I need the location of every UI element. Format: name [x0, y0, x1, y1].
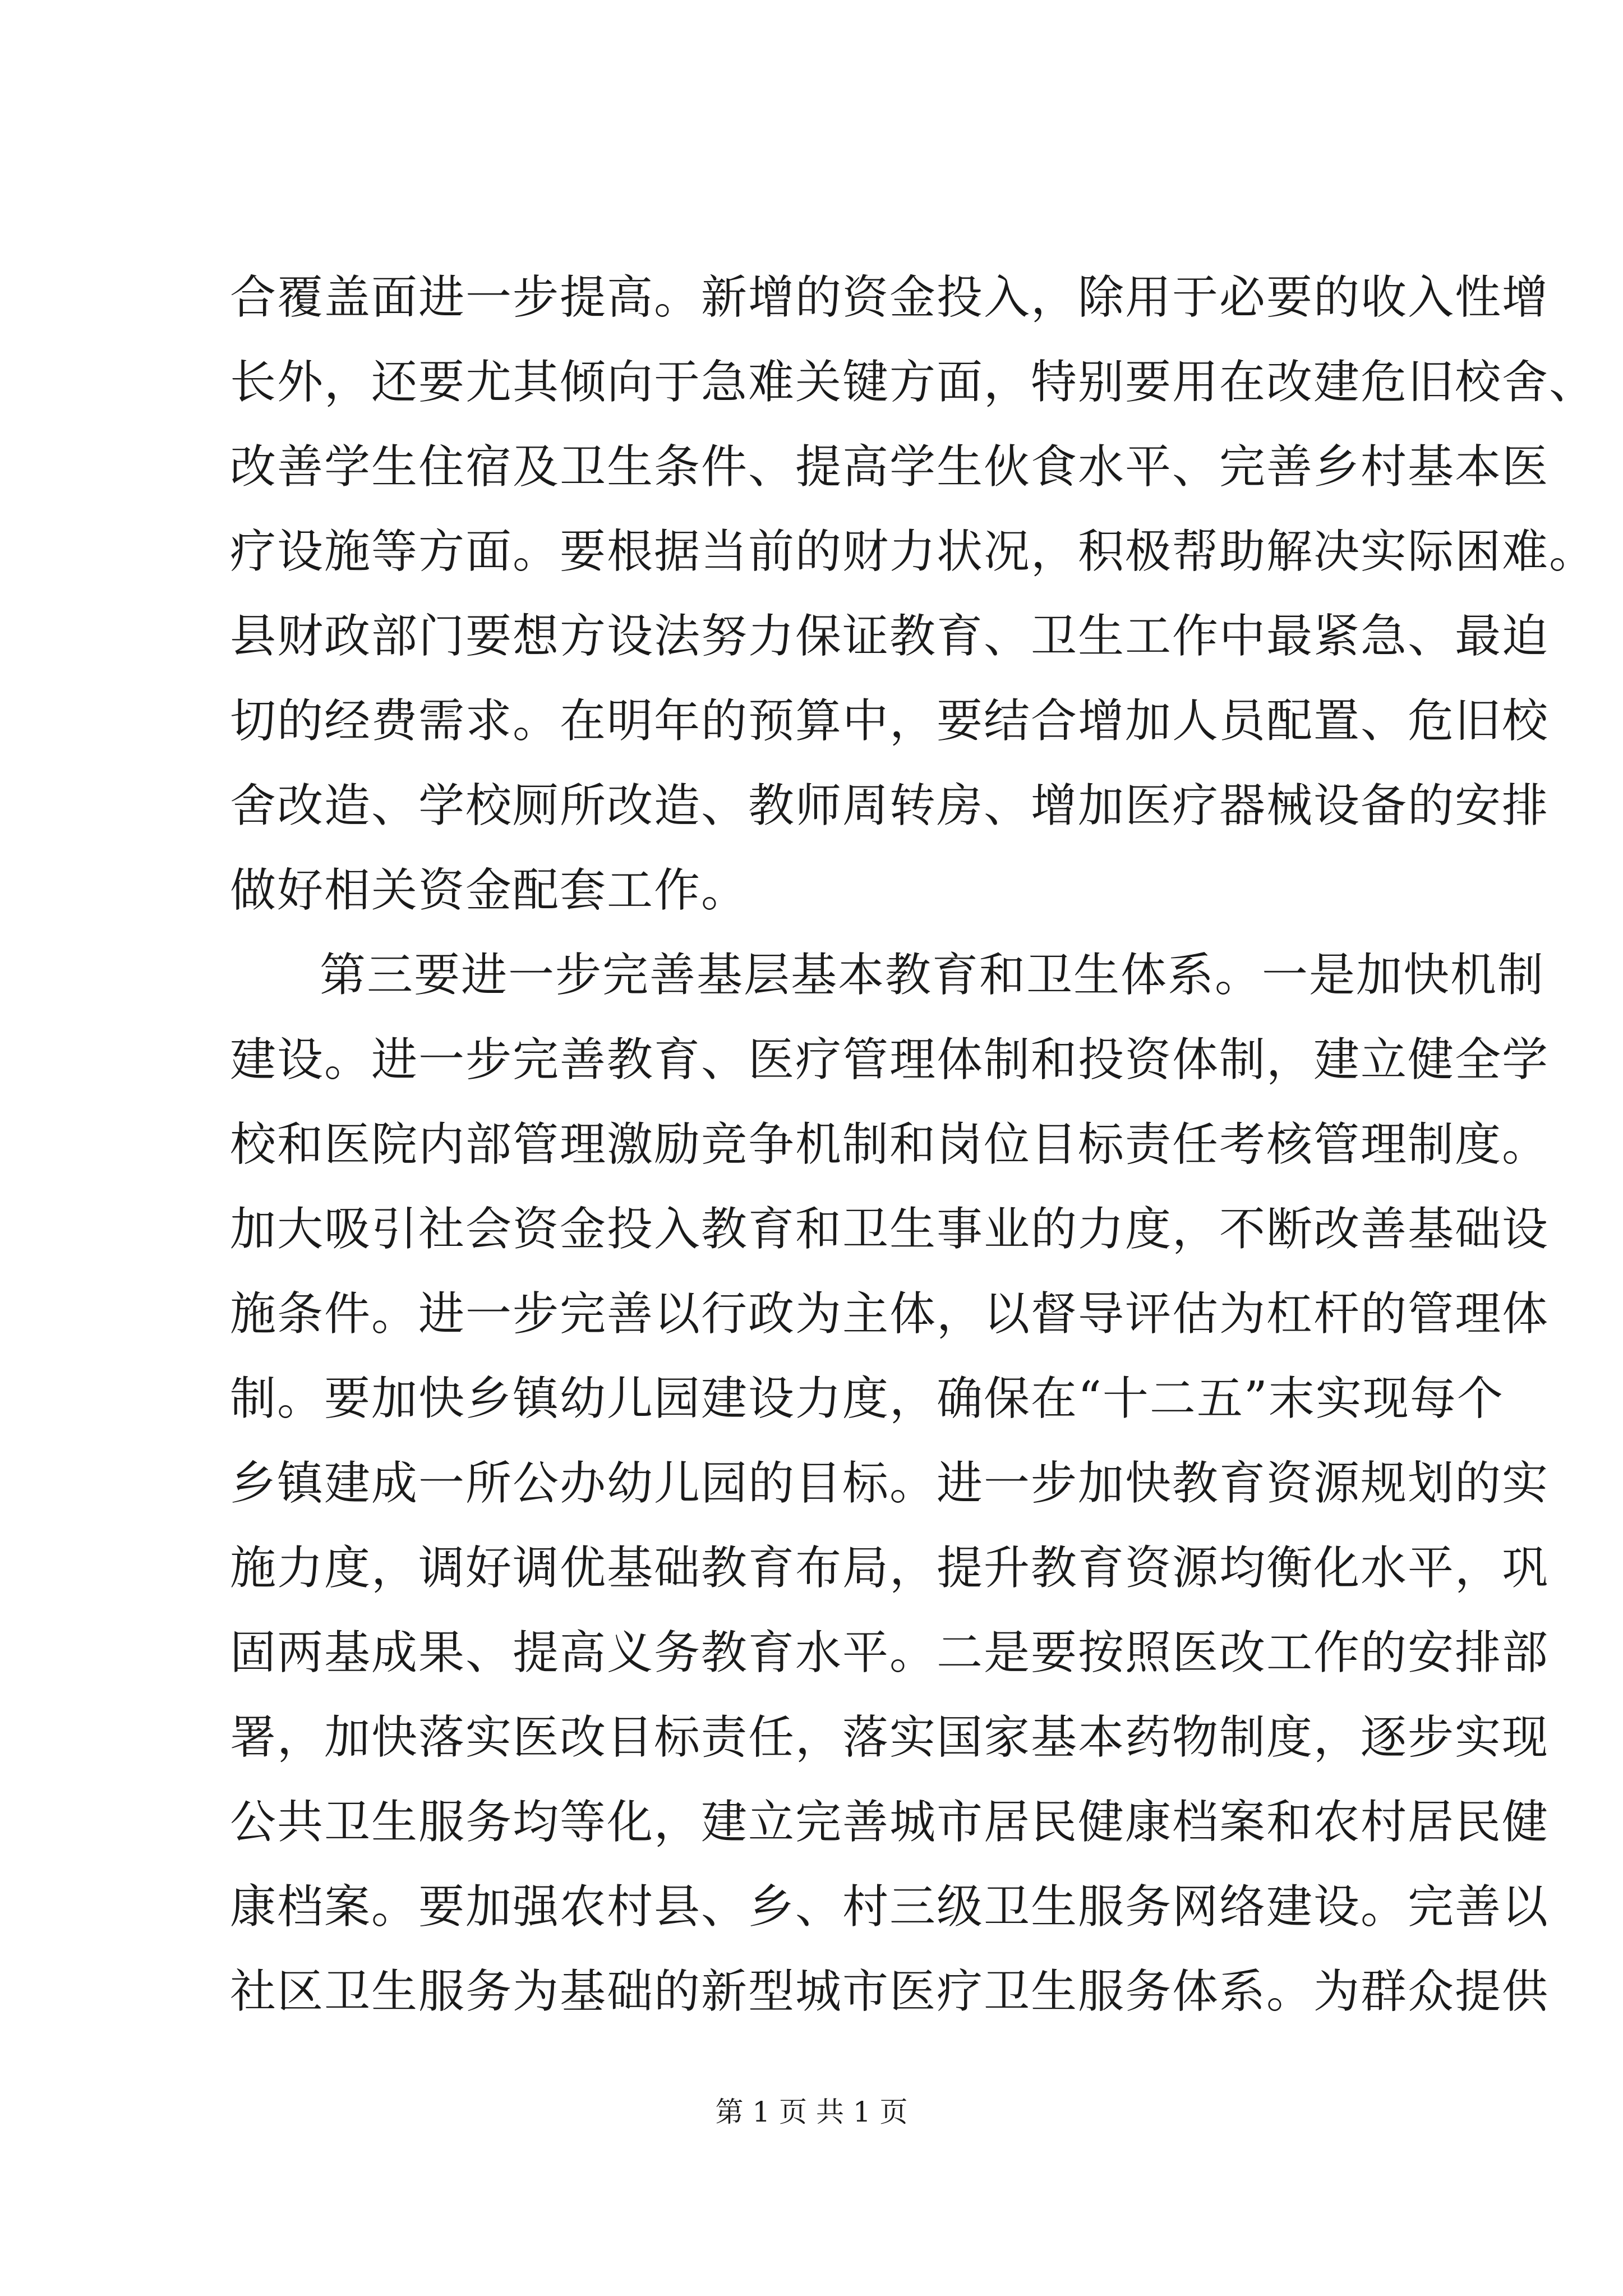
text-line: 署，加快落实医改目标责任，落实国家基本药物制度，逐步实现: [230, 1711, 1550, 1764]
page-footer: [0, 2090, 1623, 2130]
text-line: 施力度，调好调优基础教育布局，提升教育资源均衡化水平，巩: [230, 1542, 1550, 1595]
text-line: 康档案。要加强农村县、乡、村三级卫生服务网络建设。完善以: [230, 1880, 1550, 1934]
text-line: 制。要加快乡镇幼儿园建设力度，确保在“十二五”末实现每个: [230, 1372, 1504, 1425]
page-number: 第 1 页 共 1 页: [715, 2096, 908, 2128]
paragraph-start-line: 第三要进一步完善基层基本教育和卫生体系。一是加快机制: [320, 949, 1545, 1002]
body-text: [230, 255, 1597, 2034]
text-line: 校和医院内部管理激励竞争机制和岗位目标责任考核管理制度。: [230, 1118, 1550, 1171]
text-line: 施条件。进一步完善以行政为主体，以督导评估为杠杆的管理体: [230, 1287, 1550, 1341]
text-line: 固两基成果、提高义务教育水平。二是要按照医改工作的安排部: [230, 1626, 1550, 1680]
text-line: 长外，还要尤其倾向于急难关键方面，特别要用在改建危旧校舍、: [230, 356, 1597, 409]
text-line: 乡镇建成一所公办幼儿园的目标。进一步加快教育资源规划的实: [230, 1457, 1550, 1510]
text-line: 做好相关资金配套工作。: [230, 864, 749, 917]
text-line: 舍改造、学校厕所改造、教师周转房、增加医疗器械设备的安排: [230, 779, 1550, 832]
text-line: 疗设施等方面。要根据当前的财力状况，积极帮助解决实际困难。: [230, 525, 1597, 578]
text-line: 加大吸引社会资金投入教育和卫生事业的力度，不断改善基础设: [230, 1203, 1550, 1256]
text-line: 切的经费需求。在明年的预算中，要结合增加人员配置、危旧校: [230, 694, 1550, 748]
text-line: 社区卫生服务为基础的新型城市医疗卫生服务体系。为群众提供: [230, 1965, 1550, 2018]
text-line: 公共卫生服务均等化，建立完善城市居民健康档案和农村居民健: [230, 1796, 1550, 1849]
text-line: 县财政部门要想方设法努力保证教育、卫生工作中最紧急、最迫: [230, 610, 1550, 663]
text-line: 合覆盖面进一步提高。新增的资金投入，除用于必要的收入性增: [230, 271, 1550, 324]
text-line: 建设。进一步完善教育、医疗管理体制和投资体制，建立健全学: [230, 1033, 1550, 1087]
text-line: 改善学生住宿及卫生条件、提高学生伙食水平、完善乡村基本医: [230, 440, 1550, 494]
